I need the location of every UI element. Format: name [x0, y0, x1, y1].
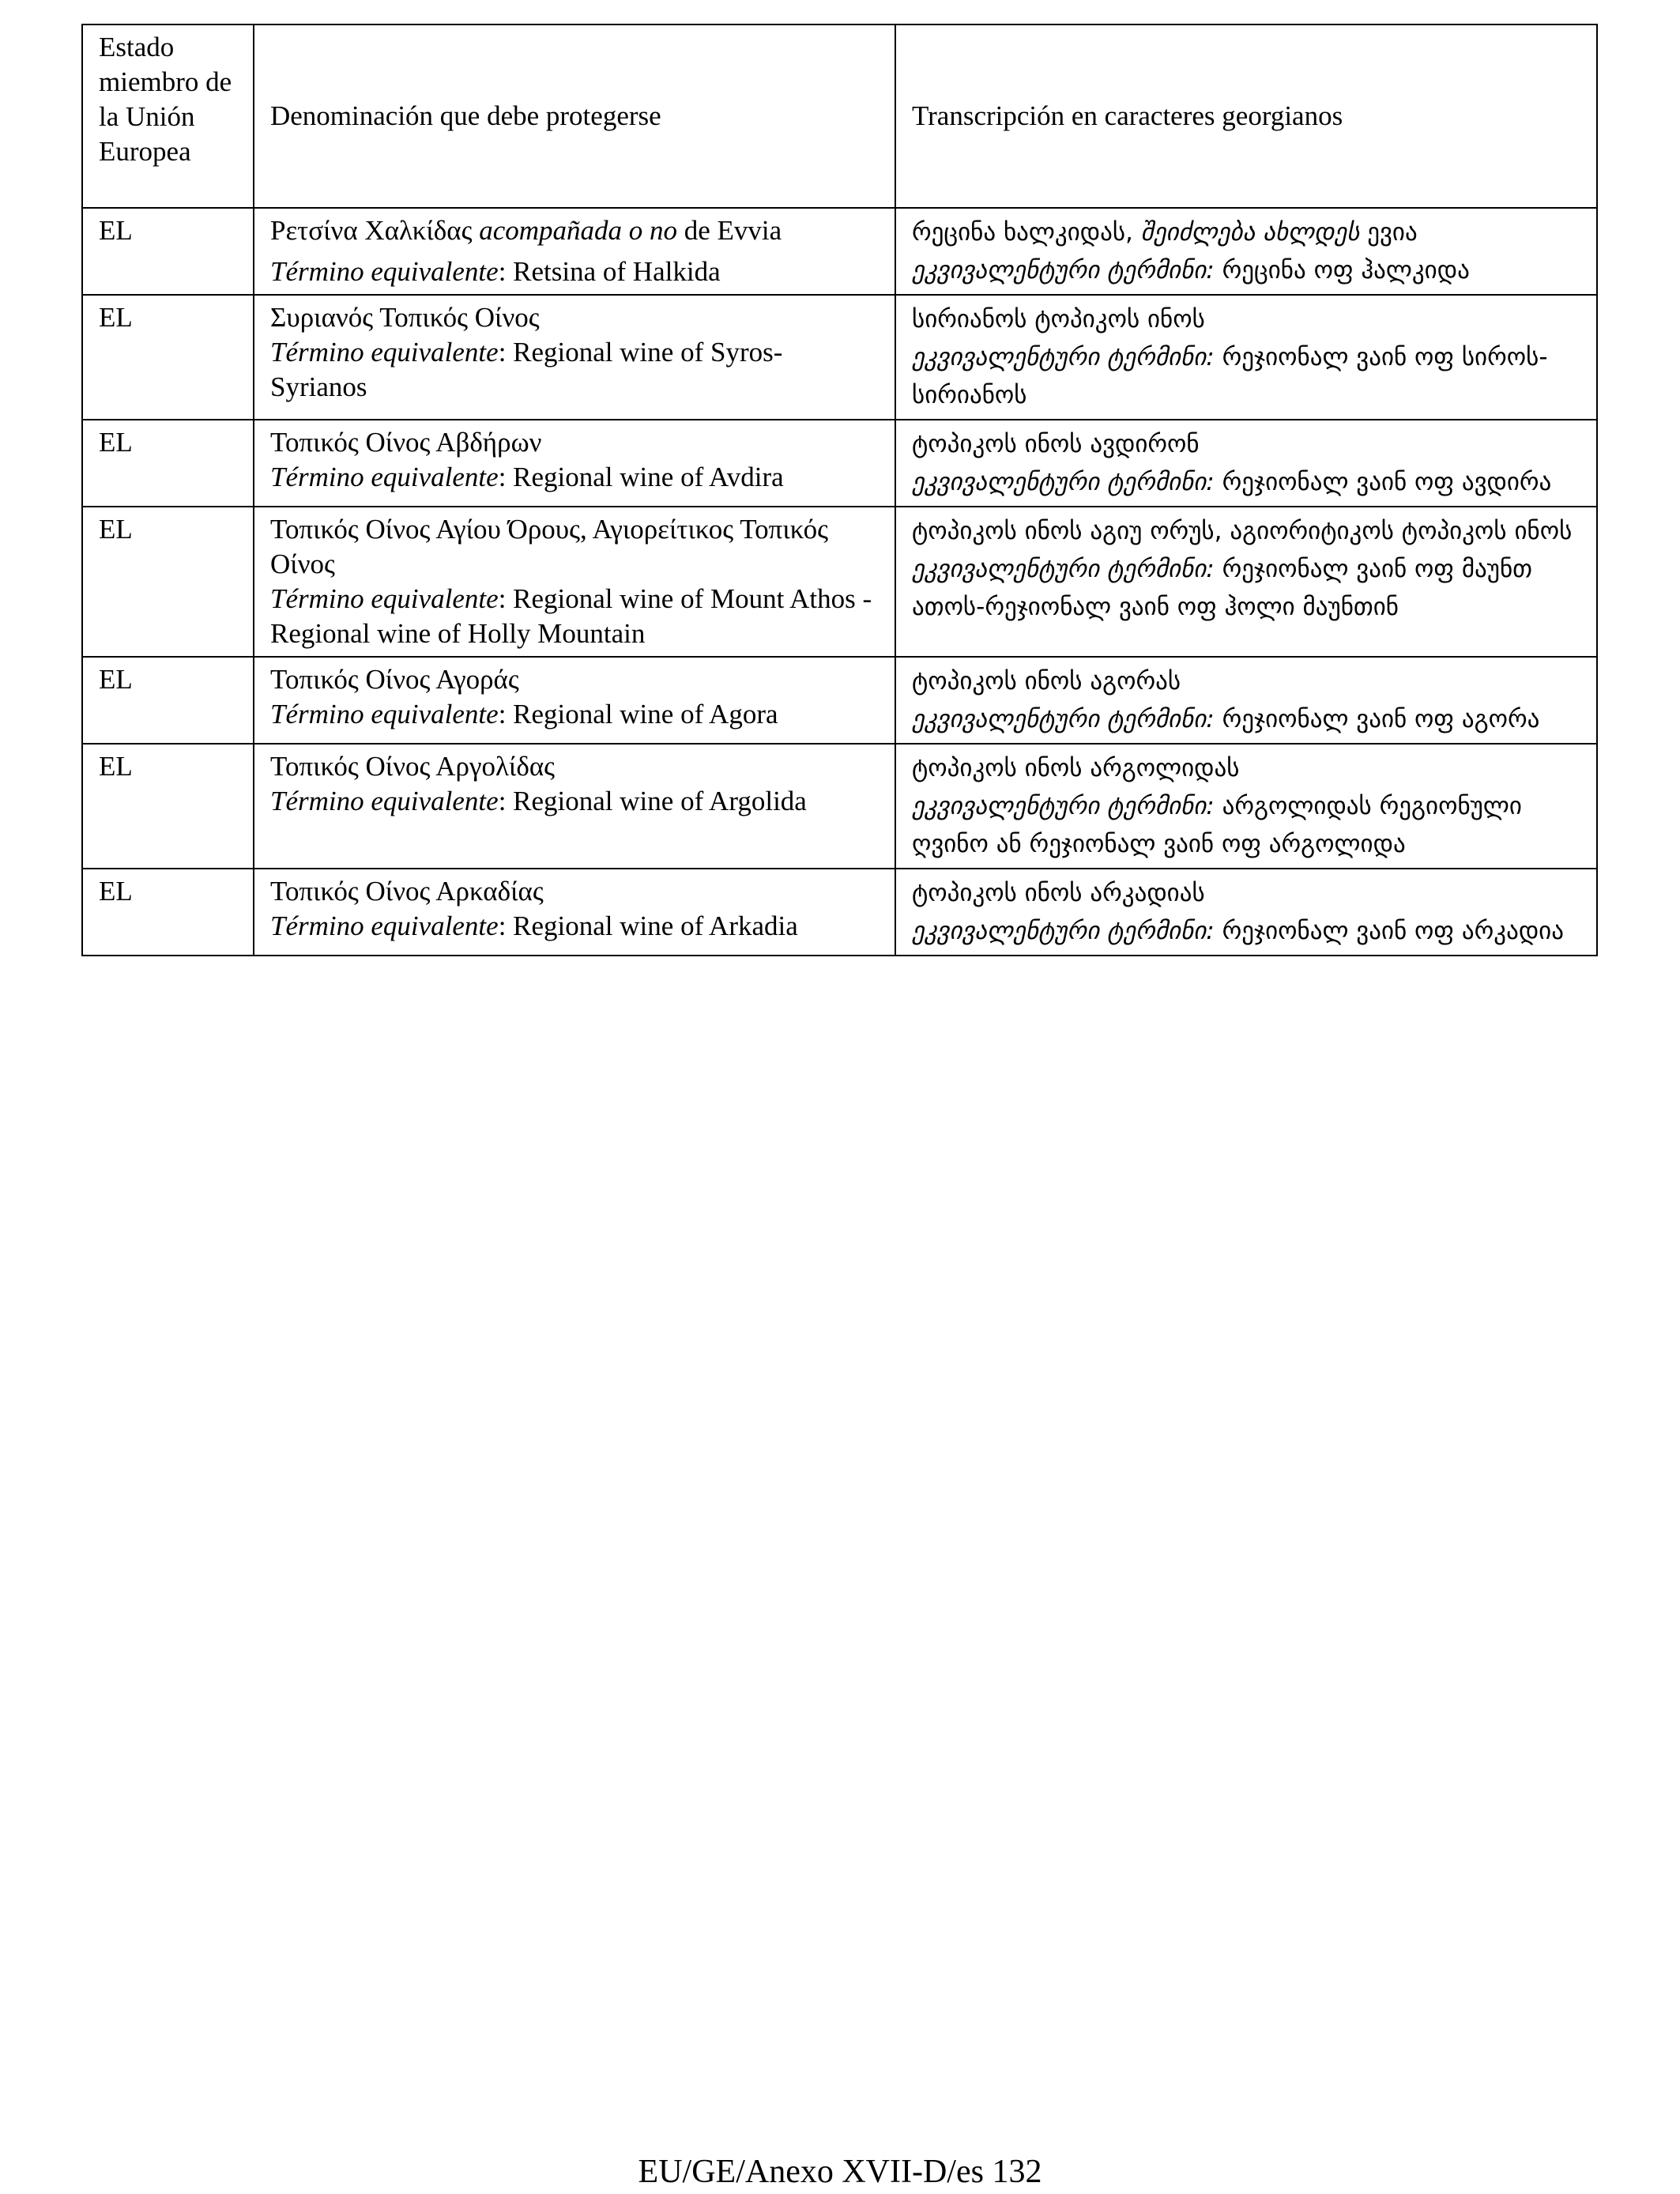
geo-equivalent-term: რეჯიონალ ვაინ ოფ ავდირა	[1222, 468, 1552, 496]
geo-equivalent-term: არგოლიდას რეგიონული ღვინო ან რეჯიონალ ვაინ ოფ არგოლიდა	[912, 792, 1522, 858]
table-header-row	[82, 25, 1597, 208]
geo-name: ტოპიკოს ინოს აგორას	[912, 667, 1181, 696]
equivalent-term: Regional wine of Mount Athos - Regional wine of Holly Mountain	[270, 583, 872, 649]
geo-name: ტოპიკოს ინოს არგოლიდას	[912, 754, 1240, 782]
geo-equivalent-label: ეკვივალენტური ტერმინი:	[912, 917, 1215, 945]
table-row	[82, 869, 1597, 956]
denomination-cell: Τοπικός Οίνος Αρκαδίας Término equivalente: Regional wine of Arkadia	[254, 869, 895, 956]
geo-equivalent-label: ეკვივალენტური ტერმინი:	[912, 343, 1215, 371]
transcription-cell	[895, 420, 1597, 507]
header-denomination: Denominación que debe protegerse	[254, 25, 895, 208]
equivalent-label: Término equivalente	[270, 256, 499, 287]
denomination-name: Τοπικός Οίνος Αργολίδας	[270, 751, 556, 782]
equivalent-term: Regional wine of Syros-Syrianos	[270, 337, 783, 402]
transcription-cell	[895, 657, 1597, 744]
transcription-cell	[895, 869, 1597, 956]
geo-name: სირიანოს ტოპიკოს ინოს	[912, 305, 1205, 334]
denomination-name: Τοπικός Οίνος Αγοράς	[270, 664, 519, 695]
equivalent-label: Término equivalente	[270, 462, 499, 492]
geo-equivalent-label: ეკვივალენტური ტერმინი:	[912, 555, 1215, 583]
member-state-cell: EL	[82, 295, 254, 420]
protected-names-table	[81, 24, 1598, 956]
geo-name: ტოპიკოს ინოს არკადიას	[912, 879, 1205, 907]
geo-equivalent-term: რეცინა ოფ ჰალკიდა	[1222, 256, 1470, 285]
member-state-cell: EL	[82, 744, 254, 869]
table-row	[82, 208, 1597, 295]
denomination-cell: Τοπικός Οίνος Αργολίδας Término equivalente: Regional wine of Argolida	[254, 744, 895, 869]
denomination-name: Τοπικός Οίνος Αρκαδίας	[270, 876, 544, 907]
page-footer-reference: EU/GE/Anexo XVII-D/es 132	[638, 2154, 1042, 2190]
denomination-name: Συριανός Τοπικός Οίνος	[270, 302, 540, 333]
table-row	[82, 744, 1597, 869]
table-row	[82, 295, 1597, 420]
denomination-cell: Ρετσίνα Χαλκίδας acompañada o no de Evvia Término equivalente: Retsina of Halkida	[254, 208, 895, 295]
member-state-cell: EL	[82, 657, 254, 744]
equivalent-term: Regional wine of Agora	[513, 699, 778, 729]
geo-place: ევია	[1367, 218, 1418, 247]
denomination-qualifier: acompañada o no	[479, 215, 678, 246]
geo-equivalent-label: ეკვივალენტური ტერმინი:	[912, 468, 1215, 496]
geo-equivalent-label: ეკვივალენტური ტერმინი:	[912, 256, 1215, 285]
geo-equivalent-term: რეჯიონალ ვაინ ოფ მაუნთ ათოს-რეჯიონალ ვაინ ოფ ჰოლი მაუნთინ	[912, 555, 1532, 621]
denomination-cell: Συριανός Τοπικός Οίνος Término equivalente: Regional wine of Syros-Syrianos	[254, 295, 895, 420]
denomination-name: Ρετσίνα Χαλκίδας	[270, 215, 473, 246]
geo-equivalent-term: რეჯიონალ ვაინ ოფ აგორა	[1222, 705, 1540, 733]
equivalent-term: Regional wine of Arkadia	[513, 910, 798, 941]
equivalent-label: Término equivalente	[270, 699, 499, 729]
geo-name: ტოპიკოს ინოს აგიუ ორუს, აგიორიტიკოს ტოპიკოს ინოს	[912, 517, 1573, 545]
equivalent-label: Término equivalente	[270, 583, 499, 614]
header-transcription: Transcripción en caracteres georgianos	[895, 25, 1597, 208]
geo-equivalent-term: რეჯიონალ ვაინ ოფ სიროს-სირიანოს	[912, 343, 1548, 409]
geo-equivalent-label: ეკვივალენტური ტერმინი:	[912, 705, 1215, 733]
member-state-cell: EL	[82, 208, 254, 295]
geo-name: ტოპიკოს ინოს ავდირონ	[912, 430, 1200, 458]
equivalent-term: Regional wine of Avdira	[513, 462, 784, 492]
transcription-cell	[895, 507, 1597, 657]
member-state-cell: EL	[82, 420, 254, 507]
equivalent-label: Término equivalente	[270, 910, 499, 941]
denomination-cell: Τοπικός Οίνος Αγοράς Término equivalente: Regional wine of Agora	[254, 657, 895, 744]
denomination-name: Τοπικός Οίνος Αβδήρων	[270, 427, 542, 458]
member-state-cell: EL	[82, 869, 254, 956]
header-member-state: Estado miembro de la Unión Europea	[82, 25, 254, 208]
equivalent-term: Regional wine of Argolida	[513, 786, 807, 816]
geo-name: რეცინა ხალკიდას,	[912, 218, 1133, 247]
equivalent-label: Término equivalente	[270, 786, 499, 816]
equivalent-term: Retsina of Halkida	[513, 256, 721, 287]
transcription-cell	[895, 208, 1597, 295]
geo-equivalent-label: ეკვივალენტური ტერმინი:	[912, 792, 1215, 820]
geo-qualifier: შეიძლება ახლდეს	[1140, 218, 1360, 247]
denomination-place: de Evvia	[684, 215, 782, 246]
table-row	[82, 420, 1597, 507]
denomination-cell: Τοπικός Οίνος Αβδήρων Término equivalente: Regional wine of Avdira	[254, 420, 895, 507]
denomination-cell: Τοπικός Οίνος Αγίου Όρους, Αγιορείτικος Τοπικός Οίνος Término equivalente: Regional wine of Mount Athos - Regional wine of Holly Mountain	[254, 507, 895, 657]
transcription-cell	[895, 744, 1597, 869]
member-state-cell: EL	[82, 507, 254, 657]
table-row	[82, 657, 1597, 744]
transcription-cell	[895, 295, 1597, 420]
denomination-name: Τοπικός Οίνος Αγίου Όρους, Αγιορείτικος Τοπικός Οίνος	[270, 514, 828, 579]
table-row	[82, 507, 1597, 657]
geo-equivalent-term: რეჯიონალ ვაინ ოფ არკადია	[1222, 917, 1564, 945]
equivalent-label: Término equivalente	[270, 337, 499, 368]
